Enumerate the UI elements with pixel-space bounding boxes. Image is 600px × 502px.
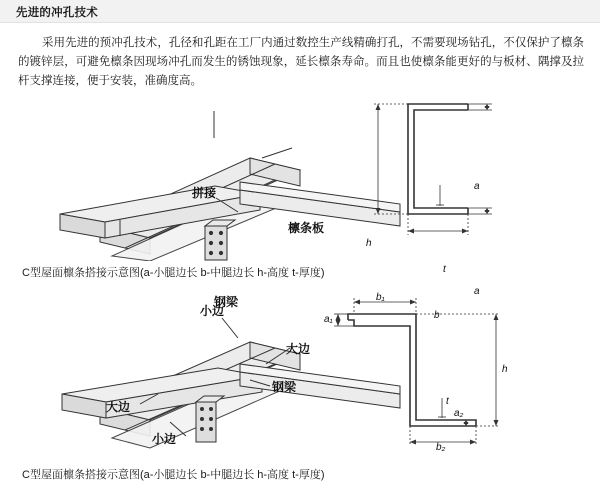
figure1-drawing — [0, 86, 600, 266]
dim-b: b — [434, 310, 440, 321]
dim-a-bottom: a — [474, 286, 480, 297]
figure2-drawing — [0, 290, 600, 465]
figure-z-purlin — [0, 290, 600, 460]
dim-a1: a₁ — [324, 314, 333, 325]
intro-paragraph: 采用先进的预冲孔技术，孔径和孔距在工厂内通过数控生产线精确打孔，不需要现场钻孔，不仅保护了檩条的镀锌层，可避免檩条因现场冲孔而发生的锈蚀现象，延长檩条寿命。而且也使檩条能更好的与板材、隅撑及拉杆支撑连接，便于安装，准确度高。 — [18, 37, 584, 87]
figure1-caption: C型屋面檩条搭接示意图(a-小腿边长 b-中腿边长 h-高度 t-厚度) — [22, 267, 325, 279]
label-small-edge-top: 小边 — [200, 304, 225, 318]
dim-b2: b₂ — [436, 442, 446, 453]
label-purlin-plate: 檩条板 — [288, 221, 325, 235]
dim-a2: a₂ — [454, 408, 464, 419]
label-steel-beam-2: 钢梁 — [272, 380, 297, 394]
dim-t2: t — [446, 396, 449, 407]
dim-a-top: a — [474, 181, 480, 192]
label-small-edge-bottom: 小边 — [152, 432, 177, 446]
label-big-edge-right: 大边 — [286, 342, 311, 356]
figure2-caption: C型屋面檩条搭接示意图(a-小腿边长 b-中腿边长 h-高度 t-厚度) — [22, 469, 325, 481]
label-splice: 拼接 — [192, 186, 217, 200]
dim-h2: h — [502, 364, 508, 375]
label-steel-beam-1: 钢梁 — [214, 295, 239, 309]
dim-b1: b₁ — [376, 292, 385, 303]
label-big-edge-left: 大边 — [106, 400, 131, 414]
dim-t: t — [443, 264, 446, 275]
page-title: 先进的冲孔技术 — [16, 7, 98, 19]
dim-h: h — [366, 238, 372, 249]
